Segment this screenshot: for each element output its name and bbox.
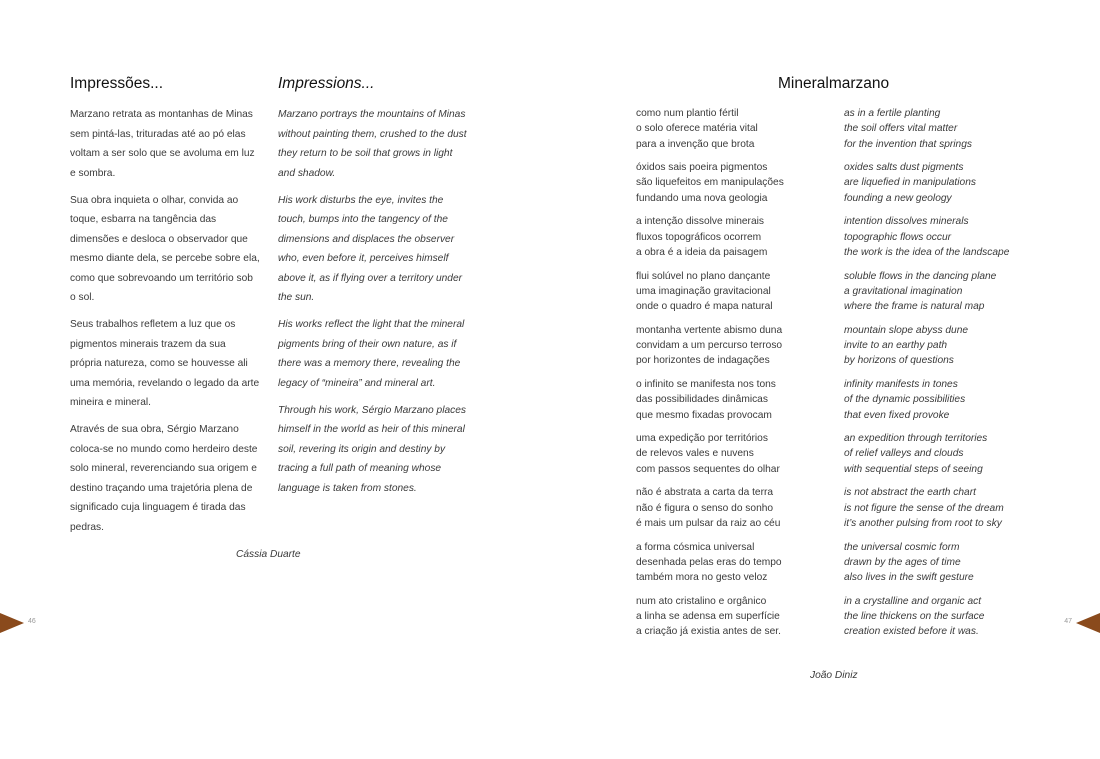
poem-line: creation existed before it was.	[844, 626, 979, 638]
author-signature: João Diniz	[810, 670, 858, 681]
poem-line: óxidos sais poeira pigmentos	[636, 162, 768, 174]
poem-en-column	[844, 106, 1044, 648]
poem-line: com passos sequentes do olhar	[636, 463, 780, 475]
poem-line: uma imaginação gravitacional	[636, 285, 771, 297]
poem-line: a forma cósmica universal	[636, 541, 755, 553]
poem-line: a criação já existia antes de ser.	[636, 626, 781, 638]
poem-line: por horizontes de indagações	[636, 355, 770, 367]
poem-line: that even fixed provoke	[844, 409, 950, 421]
poem-line: invite to an earthy path	[844, 340, 948, 352]
stanza	[636, 214, 836, 260]
pt-text-column	[70, 105, 260, 545]
poem-line: of relief valleys and clouds	[844, 448, 964, 460]
stanza	[636, 431, 836, 477]
poem-line: a obra é a ideia da paisagem	[636, 246, 768, 258]
poem-line: a linha se adensa em superfície	[636, 610, 780, 622]
poem-line: a intenção dissolve minerais	[636, 216, 764, 228]
poem-line: fluxos topográficos ocorrem	[636, 231, 762, 243]
poem-line: convidam a um percurso terroso	[636, 340, 783, 352]
en-paragraph: Marzano portrays the mountains of Minas without painting them, crushed to the dust they return to be soil that grows in light and shadow.	[278, 109, 467, 179]
poem-line: não é abstrata a carta da terra	[636, 487, 774, 499]
stanza	[844, 594, 1044, 640]
poem-line: the work is the idea of the landscape	[844, 246, 1010, 258]
poem-line: founding a new geology	[844, 192, 952, 204]
poem-line: uma expedição por territórios	[636, 433, 768, 445]
page-arrow-icon	[1076, 613, 1100, 633]
poem-line: the soil offers vital matter	[844, 123, 958, 135]
poem-line: soluble flows in the dancing plane	[844, 270, 997, 282]
poem-line: it’s another pulsing from root to sky	[844, 517, 1002, 529]
poem-line: o infinito se manifesta nos tons	[636, 378, 776, 390]
poem-line: são liquefeitos em manipulações	[636, 177, 784, 189]
right-page	[550, 0, 1100, 759]
poem-line: desenhada pelas eras do tempo	[636, 556, 782, 568]
stanza	[636, 594, 836, 640]
poem-line: topographic flows occur	[844, 231, 952, 243]
poem-line: o solo oferece matéria vital	[636, 123, 758, 135]
author-signature: Cássia Duarte	[236, 549, 301, 560]
poem-line: an expedition through territories	[844, 433, 988, 445]
poem-line: não é figura o senso do sonho	[636, 502, 774, 514]
pt-paragraph: Marzano retrata as montanhas de Minas sem pintá-las, trituradas até ao pó elas voltam a ser solo que se avoluma em luz e sombra.	[70, 109, 255, 179]
stanza	[844, 269, 1044, 315]
poem-line: also lives in the swift gesture	[844, 572, 974, 584]
stanza	[844, 214, 1044, 260]
stanza	[844, 540, 1044, 586]
poem-line: para a invenção que brota	[636, 138, 755, 150]
poem-line: também mora no gesto veloz	[636, 572, 768, 584]
page-number-marker-right	[1050, 613, 1100, 633]
en-title: Impressions...	[278, 75, 375, 92]
poem-line: is not figure the sense of the dream	[844, 502, 1004, 514]
poem-line: as in a fertile planting	[844, 108, 941, 119]
page-arrow-icon	[0, 613, 24, 633]
stanza	[636, 160, 836, 206]
poem-line: onde o quadro é mapa natural	[636, 301, 773, 313]
poem-line: mountain slope abyss dune	[844, 324, 969, 336]
stanza	[844, 431, 1044, 477]
page-number: 47	[1064, 618, 1072, 625]
poem-line: intention dissolves minerals	[844, 216, 969, 228]
poem-line: are liquefied in manipulations	[844, 177, 976, 189]
page-number: 46	[28, 618, 36, 625]
stanza	[636, 323, 836, 369]
stanza	[844, 377, 1044, 423]
poem-line: drawn by the ages of time	[844, 556, 961, 568]
stanza	[636, 269, 836, 315]
poem-line: in a crystalline and organic act	[844, 595, 982, 607]
stanza	[636, 106, 836, 152]
poem-line: é mais um pulsar da raiz ao céu	[636, 517, 781, 529]
stanza	[636, 377, 836, 423]
stanza	[844, 160, 1044, 206]
poem-line: montanha vertente abismo duna	[636, 324, 783, 336]
poem-pt-column	[636, 106, 836, 648]
poem-line: como num plantio fértil	[636, 108, 739, 119]
poem-line: flui solúvel no plano dançante	[636, 270, 771, 282]
poem-line: infinity manifests in tones	[844, 378, 958, 390]
en-text-column	[278, 105, 468, 506]
poem-line: is not abstract the earth chart	[844, 487, 976, 499]
page-number-marker-left	[0, 613, 50, 633]
poem-line: a gravitational imagination	[844, 285, 963, 297]
poem-line: for the invention that springs	[844, 138, 972, 150]
poem-line: of the dynamic possibilities	[844, 394, 966, 406]
pt-title: Impressões...	[70, 75, 164, 92]
poem-line: where the frame is natural map	[844, 301, 985, 313]
poem-line: das possibilidades dinâmicas	[636, 394, 768, 406]
stanza	[844, 485, 1044, 531]
poem-line: the line thickens on the surface	[844, 610, 985, 622]
en-paragraph: His work disturbs the eye, invites the touch, bumps into the tangency of the dimensions and displaces the observer who, even before it, perceives himself above it, as if flying over a territory under the sun.	[278, 194, 463, 303]
en-paragraph: Through his work, Sérgio Marzano places himself in the world as heir of this mineral soil, revering its origin and destiny by tracing a full path of meaning whose language is taken from stones.	[278, 404, 466, 494]
poem-line: by horizons of questions	[844, 355, 954, 367]
poem-line: num ato cristalino e orgânico	[636, 595, 767, 607]
poem-line: que mesmo fixadas provocam	[636, 409, 772, 421]
poem-line: de relevos vales e nuvens	[636, 448, 754, 460]
stanza	[844, 106, 1044, 152]
poem-line: oxides salts dust pigments	[844, 162, 964, 174]
stanza	[636, 540, 836, 586]
poem-title: Mineralmarzano	[778, 75, 890, 92]
pt-paragraph: Através de sua obra, Sérgio Marzano coloca-se no mundo como herdeiro deste solo mineral, reverenciando sua origem e destino traçando uma trajetória plena de significado cuja linguagem é tirada das pedras.	[70, 424, 258, 533]
poem-line: with sequential steps of seeing	[844, 463, 983, 475]
stanza	[636, 485, 836, 531]
stanza	[844, 323, 1044, 369]
pt-paragraph: Seus trabalhos refletem a luz que os pigmentos minerais trazem da sua própria natureza, como se houvesse ali uma memória, revelando o legado da arte mineira e mineral.	[70, 319, 260, 408]
pt-paragraph: Sua obra inquieta o olhar, convida ao toque, esbarra na tangência das dimensões e desloca o observador que mesmo diante dela, se percebe sobre ela, como que sobrevoando um território sob o sol.	[70, 194, 260, 303]
en-paragraph: His works reflect the light that the mineral pigments bring of their own nature, as if there was a memory there, revealing the legacy of “mineira” and mineral art.	[278, 319, 465, 389]
poem-line: the universal cosmic form	[844, 541, 960, 553]
poem-line: fundando uma nova geologia	[636, 192, 768, 204]
